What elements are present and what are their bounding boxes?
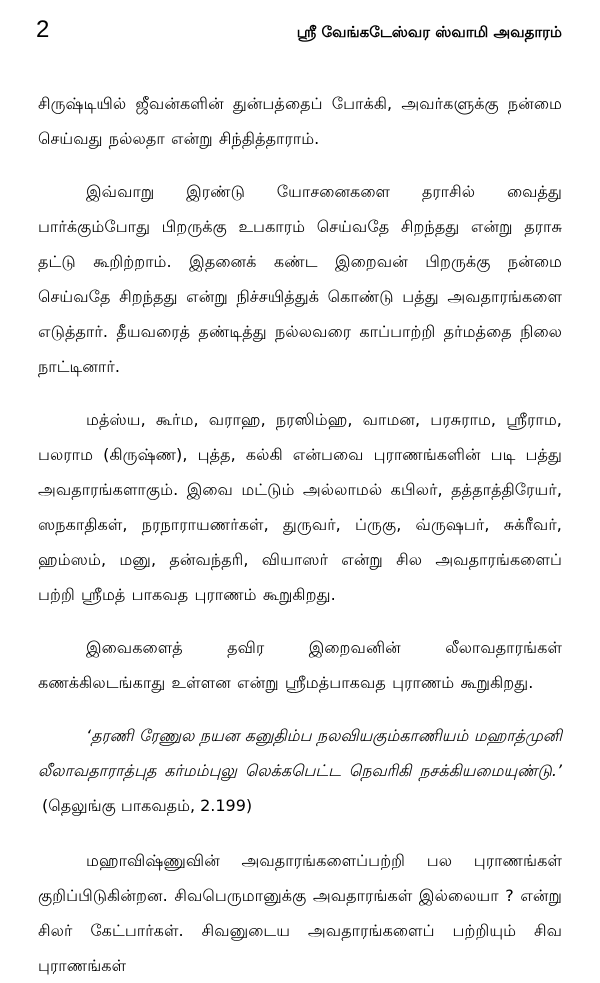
paragraph: இவைகளைத் தவிர இறைவனின் லீலாவதாரங்கள் கணக்கிலடங்காது உள்ளன என்று ஸ்ரீமத்பாகவத புராணம் கூறுகிறது. <box>38 638 562 692</box>
paragraph: மஹாவிஷ்ணுவின் அவதாரங்களைப்பற்றி பல புராணங்கள் குறிப்பிடுகின்றன. சிவபெருமானுக்கு அவதாரங்கள் இல்லையா ? என்று சிலர் கேட்பார்கள். சிவனுடைய அவதாரங்களைப் பற்றியும் சிவ புராணங்கள் <box>38 851 562 975</box>
page-header <box>38 18 562 62</box>
running-title: ஸ்ரீ வேங்கடேஸ்வர ஸ்வாமி அவதாரம் <box>296 23 562 41</box>
quotation-text: ‘தரணி ரேணுல நயன கனுதிம்ப நலவியகும்காணியம் மஹாத்முனி லீலாவதாராத்புத கர்மம்புலு லெக்கபெட்ட நெவரிகி நசக்கியமையுண்டு.’ <box>38 726 562 780</box>
paragraph: இவ்வாறு இரண்டு யோசனைகளை தராசில் வைத்து பார்க்கும்போது பிறருக்கு உபகாரம் செய்வதே சிறந்தது என்று தராசு தட்டு கூறிற்றாம். இதனைக் கண்ட இறைவன் பிறருக்கு நன்மை செய்வதே சிறந்தது என்று நிச்சயித்துக் கொண்டு பத்து அவதாரங்களை எடுத்தார். தீயவரைத் தண்டித்து நல்லவரை காப்பாற்றி தர்மத்தை நிலை நாட்டினார். <box>38 182 562 376</box>
quotation-citation: (தெலுங்கு பாகவதம், 2.199) <box>42 796 253 815</box>
telugu-quotation <box>38 718 562 823</box>
paragraph: மத்ஸ்ய, கூர்ம, வராஹ, நரஸிம்ஹ, வாமன, பரசுராம, ஸ்ரீராம, பலராம (கிருஷ்ண), புத்த, கல்கி என்பவை புராணங்களின் படி பத்து அவதாரங்களாகும். இவை மட்டும் அல்லாமல் கபிலர், தத்தாத்திரேயர், ஸநகாதிகள், நரநாராயணர்கள், துருவர், ப்ருகு, வ்ருஷபர், சுக்ரீவர், ஹம்ஸம், மனு, தன்வந்தரி, வியாஸர் என்று சில அவதாரங்களைப் பற்றி ஸ்ரீமத் பாகவத புராணம் கூறுகிறது. <box>38 410 562 604</box>
page-number: 2 <box>36 16 50 43</box>
page-body <box>38 86 562 983</box>
paragraph: சிருஷ்டியில் ஜீவன்களின் துன்பத்தைப் போக்கி, அவர்களுக்கு நன்மை செய்வது நல்லதா என்று சிந்தித்தாராம். <box>38 94 562 148</box>
